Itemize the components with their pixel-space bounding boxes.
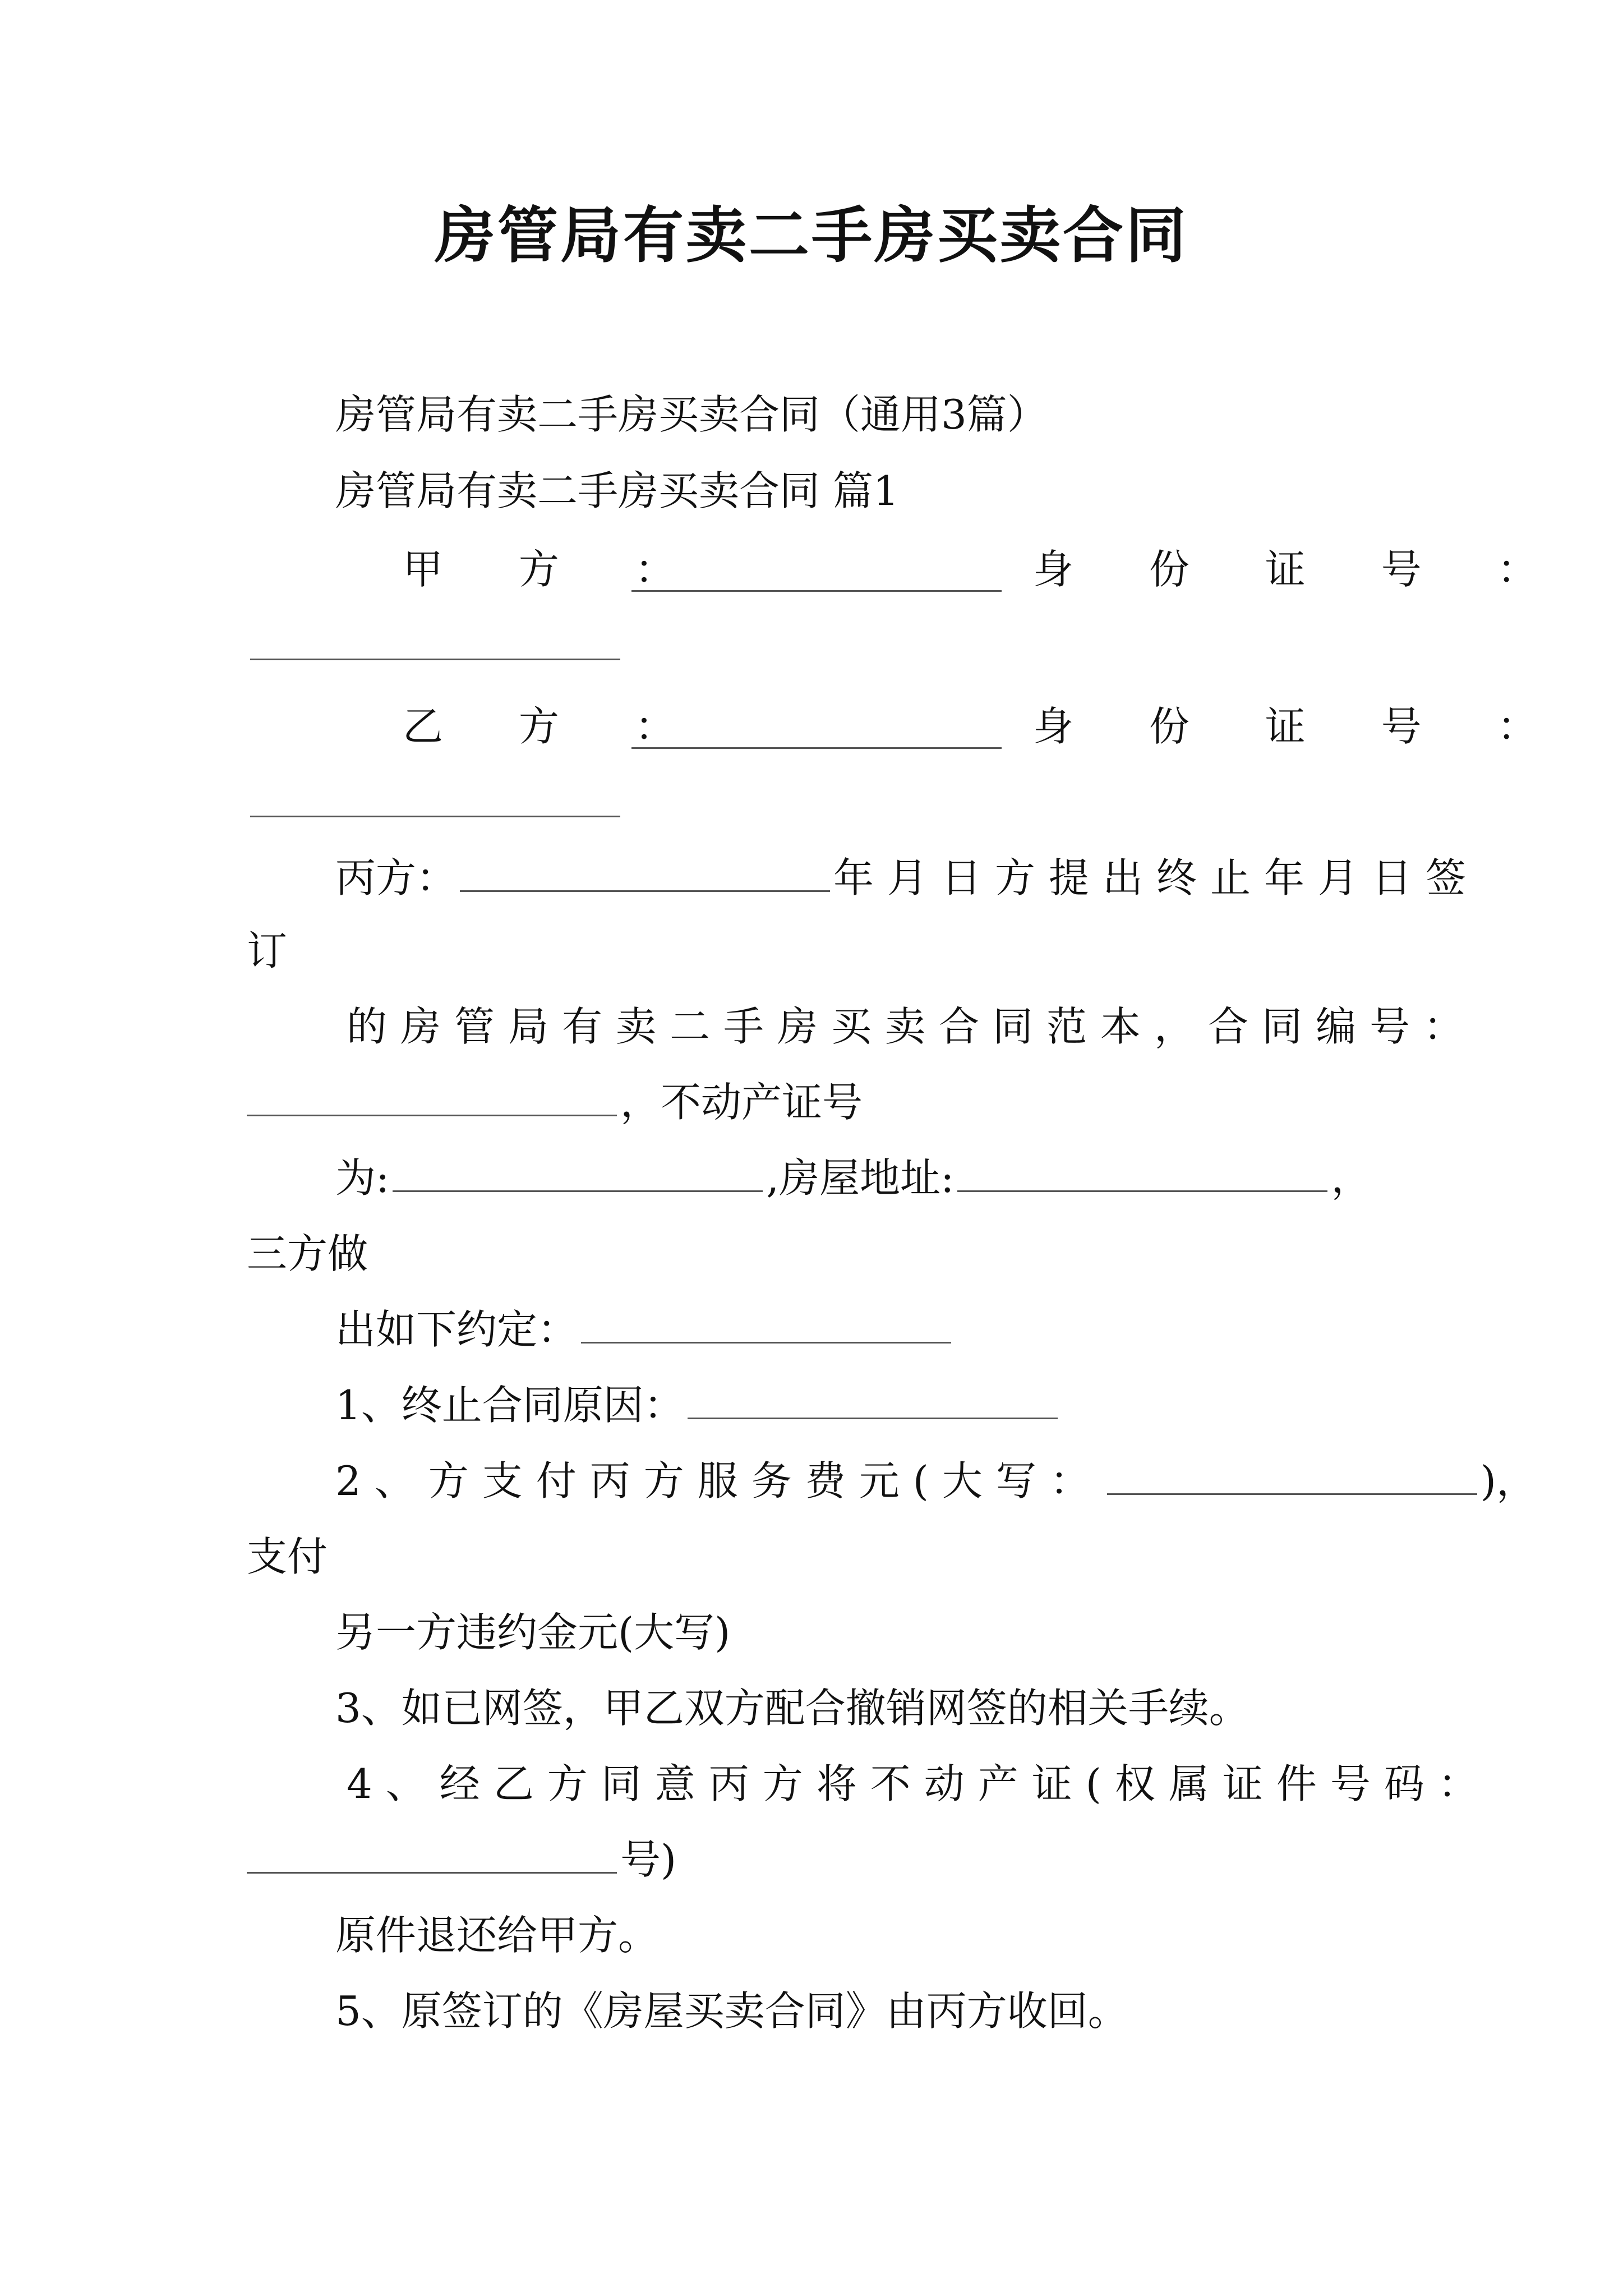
address-label: ,房屋地址: xyxy=(766,1154,955,1202)
agreement-line xyxy=(335,1299,955,1360)
deed-prefix: 为: xyxy=(335,1154,390,1202)
address-comma: ， xyxy=(1331,1154,1372,1202)
clause-4-end: 号) xyxy=(620,1836,677,1883)
return-text: 原件退还给甲方。 xyxy=(335,1912,659,1959)
clause-4-text: 4、经乙方同意丙方将不动产证(权属证件号码： xyxy=(347,1760,1492,1807)
agreement-label: 出如下约定： xyxy=(335,1306,578,1353)
clause-5 xyxy=(335,1980,1128,2042)
clause-1-text: 1、终止合同原因： xyxy=(335,1382,684,1429)
three-party-line xyxy=(247,1223,368,1285)
deed-no-label: ，不动产证号 xyxy=(620,1079,863,1126)
clause-3-text: 3、如已网签，甲乙双方配合撤销网签的相关手续。 xyxy=(335,1685,1249,1732)
party-c-cont-text: 订 xyxy=(247,927,288,974)
party-a-label: 甲 方 ： xyxy=(403,546,707,593)
party-c-text: 年月日方提出终止年月日签 xyxy=(833,854,1480,901)
clause-2-end: )， xyxy=(1480,1457,1537,1504)
deed-no-blank xyxy=(393,1156,763,1192)
address-line xyxy=(335,1147,1371,1209)
clause-2-text: 2、方支付丙方服务费元(大写： xyxy=(335,1457,1104,1504)
subtitle-text: 房管局有卖二手房买卖合同（通用3篇） xyxy=(335,391,1048,438)
clause-5-text: 5、原签订的《房屋买卖合同》由丙方收回。 xyxy=(335,1987,1128,2035)
three-party-text: 三方做 xyxy=(247,1230,368,1277)
contract-no-line xyxy=(347,996,1477,1057)
party-c-cont xyxy=(247,920,287,982)
subtitle-line xyxy=(335,384,1048,445)
party-a-id-blank xyxy=(250,624,620,660)
clause-1-blank xyxy=(688,1383,1058,1419)
party-c-blank xyxy=(460,855,830,892)
clause-2 xyxy=(335,1450,1537,1512)
party-b-id-blank xyxy=(250,781,620,817)
party-b-id-line xyxy=(1033,696,1569,757)
party-c-label: 丙方： xyxy=(335,854,457,901)
document-title: 房管局有卖二手房买卖合同 xyxy=(434,200,1188,271)
party-a-id-label: 身 份 证 号 ： xyxy=(1033,546,1569,593)
penalty-text: 另一方违约金元(大写) xyxy=(335,1609,731,1656)
party-b-label: 乙 方 ： xyxy=(403,703,707,750)
party-a-name-blank xyxy=(631,555,1002,592)
party-c-line xyxy=(335,847,1479,909)
section-heading xyxy=(335,460,899,522)
contract-no-blank xyxy=(247,1080,617,1116)
payment-text: 支付 xyxy=(247,1533,328,1580)
clause-4-blank xyxy=(247,1837,617,1874)
section-heading-text: 房管局有卖二手房买卖合同 篇1 xyxy=(335,467,899,514)
deed-no-line xyxy=(247,1071,863,1133)
clause-4 xyxy=(347,1753,1492,1815)
return-line xyxy=(335,1904,658,1966)
agreement-blank xyxy=(581,1307,951,1343)
clause-1 xyxy=(335,1374,1061,1436)
party-b-id-label: 身 份 证 号 ： xyxy=(1033,703,1569,750)
party-b-name-blank xyxy=(631,712,1002,749)
clause-4-cont xyxy=(247,1829,676,1890)
clause-2-blank xyxy=(1107,1458,1477,1495)
party-a-id-line xyxy=(1033,539,1569,600)
clause-3 xyxy=(335,1677,1249,1739)
payment-line xyxy=(247,1526,328,1588)
contract-no-label: 的房管局有卖二手房买卖合同范本，合同编号： xyxy=(347,1003,1478,1050)
address-blank xyxy=(957,1156,1327,1192)
penalty-line xyxy=(335,1602,730,1663)
